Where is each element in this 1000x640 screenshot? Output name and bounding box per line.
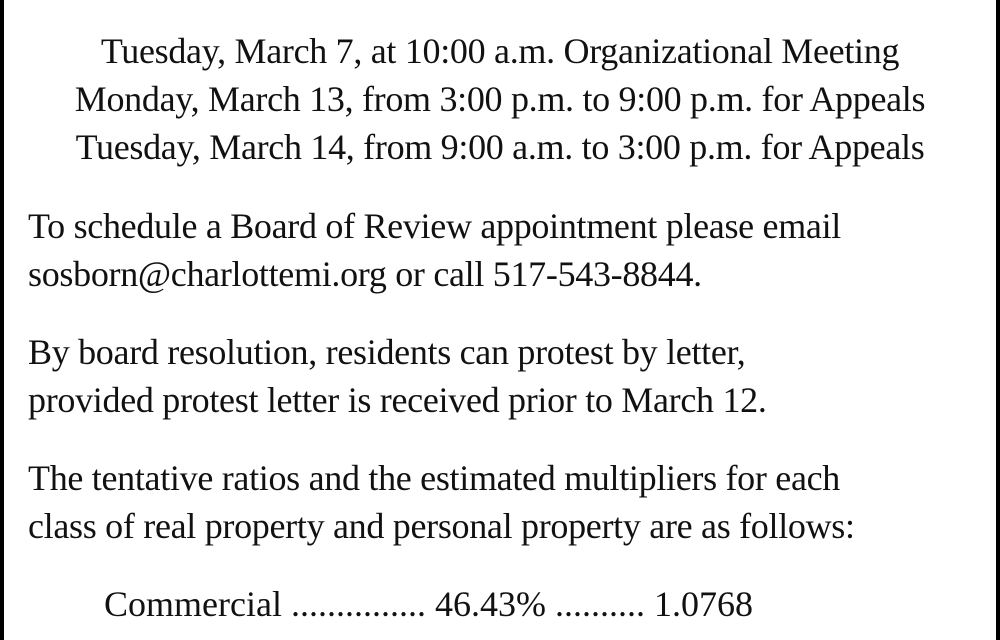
appointment-paragraph xyxy=(28,202,976,298)
protest-paragraph xyxy=(28,328,976,424)
ratios-intro-line-1: The tentative ratios and the estimated multipliers for each xyxy=(28,458,841,498)
appointment-line-2: sosborn@charlottemi.org or call 517-543-8844. xyxy=(28,254,702,294)
meeting-schedule xyxy=(4,27,996,171)
rate-multiplier: 1.0768 xyxy=(653,584,753,624)
protest-line-1: By board resolution, residents can protest by letter, xyxy=(28,332,746,372)
rate-ratio: 46.43% .......... xyxy=(434,584,645,624)
rate-row-commercial xyxy=(104,580,753,628)
meeting-appeals-monday: Monday, March 13, from 3:00 p.m. to 9:00 p.m. for Appeals xyxy=(74,79,926,119)
meeting-organizational: Tuesday, March 7, at 10:00 a.m. Organizational Meeting xyxy=(100,31,900,71)
rate-class-label: Commercial ............... xyxy=(104,584,426,624)
ratios-intro-paragraph xyxy=(28,454,976,550)
appointment-line-1: To schedule a Board of Review appointment please email xyxy=(28,206,842,246)
meeting-appeals-tuesday: Tuesday, March 14, from 9:00 a.m. to 3:00 p.m. for Appeals xyxy=(75,127,925,167)
rates-table xyxy=(104,580,753,628)
protest-line-2: provided protest letter is received prior to March 12. xyxy=(28,380,767,420)
ratios-intro-line-2: class of real property and personal property are as follows: xyxy=(28,506,855,546)
